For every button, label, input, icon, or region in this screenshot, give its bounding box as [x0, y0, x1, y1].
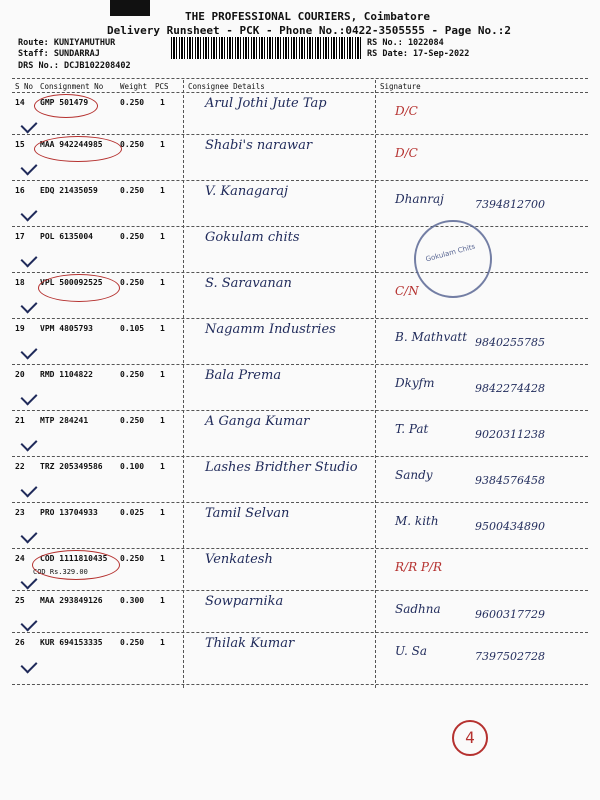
row-signature: U. Sa — [395, 644, 428, 658]
row-signature: M. kith — [395, 514, 439, 528]
row-weight: 0.250 — [120, 278, 145, 287]
check-mark — [21, 481, 38, 498]
row-consignment: GMP 501479 — [40, 98, 89, 107]
row-consignee: Gokulam chits — [205, 230, 300, 245]
column-divider — [375, 80, 376, 688]
row-weight: 0.250 — [120, 98, 145, 107]
row-weight: 0.250 — [120, 370, 145, 379]
row-sno: 22 — [15, 462, 25, 471]
check-mark — [21, 297, 38, 314]
check-mark — [21, 527, 38, 544]
row-consignee: Tamil Selvan — [205, 506, 290, 521]
row-pcs: 1 — [160, 638, 165, 647]
staff-label: Staff: SUNDARRAJ — [18, 49, 100, 59]
row-signature: D/C — [395, 146, 418, 160]
row-consignee: V. Kanagaraj — [205, 184, 289, 199]
row-consignee: Arul Jothi Jute Tap — [205, 96, 327, 111]
row-sno: 14 — [15, 98, 25, 107]
check-mark — [21, 615, 38, 632]
row-consignment: VPM 4805793 — [40, 324, 93, 333]
red-circle-mark — [32, 550, 120, 580]
col-header-consignment: Consignment No — [40, 82, 104, 91]
row-signature: Dhanraj — [395, 192, 444, 206]
row-divider — [12, 548, 588, 549]
corner-mark — [110, 0, 150, 16]
check-mark — [21, 657, 38, 674]
row-consignee: Shabi's narawar — [205, 138, 313, 153]
row-sno: 21 — [15, 416, 25, 425]
row-phone: 9600317729 — [475, 608, 545, 621]
row-divider — [12, 272, 588, 273]
row-consignee: Lashes Bridther Studio — [205, 460, 358, 475]
row-pcs: 1 — [160, 596, 165, 605]
page-mark: 4 — [452, 720, 488, 756]
company-title: THE PROFESSIONAL COURIERS, Coimbatore — [185, 10, 431, 23]
row-consignment: COD 1111810435 — [40, 554, 108, 563]
row-consignment: VPL 500092525 — [40, 278, 103, 287]
row-sno: 20 — [15, 370, 25, 379]
row-signature: C/N — [395, 284, 419, 298]
row-pcs: 1 — [160, 508, 165, 517]
row-pcs: 1 — [160, 278, 165, 287]
row-sno: 19 — [15, 324, 25, 333]
rs-number: RS No.: 1022084 — [367, 38, 444, 48]
row-consignee: Thilak Kumar — [205, 636, 295, 651]
row-consignment: POL 6135004 — [40, 232, 93, 241]
row-divider — [12, 590, 588, 591]
row-weight: 0.250 — [120, 232, 145, 241]
row-phone: 7397502728 — [475, 650, 545, 663]
row-pcs: 1 — [160, 416, 165, 425]
row-cod-note: COD Rs.329.00 — [33, 568, 88, 576]
row-divider — [12, 226, 588, 227]
row-sno: 26 — [15, 638, 25, 647]
row-consignment: PRO 13704933 — [40, 508, 98, 517]
check-mark — [21, 435, 38, 452]
row-pcs: 1 — [160, 554, 165, 563]
row-weight: 0.100 — [120, 462, 145, 471]
red-circle-mark — [38, 274, 120, 302]
row-pcs: 1 — [160, 370, 165, 379]
row-sno: 23 — [15, 508, 25, 517]
row-sno: 25 — [15, 596, 25, 605]
row-pcs: 1 — [160, 462, 165, 471]
row-consignment: KUR 694153335 — [40, 638, 103, 647]
check-mark — [21, 205, 38, 222]
row-divider — [12, 364, 588, 365]
row-consignee: Sowparnika — [205, 594, 284, 609]
row-weight: 0.105 — [120, 324, 145, 333]
col-header-weight: Weight — [120, 82, 148, 91]
red-circle-mark — [34, 136, 122, 162]
divider — [12, 92, 588, 93]
row-divider — [12, 134, 588, 135]
row-divider — [12, 180, 588, 181]
row-pcs: 1 — [160, 98, 165, 107]
row-phone: 9020311238 — [475, 428, 545, 441]
row-consignment: MAA 942244985 — [40, 140, 103, 149]
row-divider — [12, 632, 588, 633]
divider — [12, 78, 588, 79]
row-weight: 0.250 — [120, 554, 145, 563]
check-mark — [21, 117, 38, 134]
row-pcs: 1 — [160, 186, 165, 195]
check-mark — [21, 159, 38, 176]
row-signature: R/R P/R — [395, 560, 443, 574]
route-label: Route: KUNIYAMUTHUR — [18, 38, 116, 48]
stamp-text: Gokulam Chits — [424, 242, 477, 264]
col-header-sno: S No — [15, 82, 34, 91]
row-phone: 9384576458 — [475, 474, 545, 487]
rs-date: RS Date: 17-Sep-2022 — [367, 49, 470, 59]
row-consignment: RMD 1104822 — [40, 370, 93, 379]
row-consignment: MAA 293849126 — [40, 596, 103, 605]
row-weight: 0.250 — [120, 416, 145, 425]
row-weight: 0.300 — [120, 596, 145, 605]
row-signature: Sadhna — [395, 602, 441, 616]
drs-number: DRS No.: DCJB102208402 — [18, 61, 131, 71]
row-sno: 17 — [15, 232, 25, 241]
row-consignee: A Ganga Kumar — [205, 414, 310, 429]
row-sno: 18 — [15, 278, 25, 287]
row-divider — [12, 502, 588, 503]
row-phone: 9842274428 — [475, 382, 545, 395]
col-header-signature: Signature — [380, 82, 421, 91]
row-phone: 9840255785 — [475, 336, 545, 349]
row-signature: B. Mathvatt — [395, 330, 468, 344]
row-consignee: Bala Prema — [205, 368, 282, 383]
red-circle-mark — [34, 94, 98, 118]
row-signature: Dkyfm — [395, 376, 435, 390]
row-consignment: EDQ 21435059 — [40, 186, 98, 195]
row-pcs: 1 — [160, 324, 165, 333]
row-weight: 0.250 — [120, 186, 145, 195]
row-consignment: TRZ 205349586 — [40, 462, 103, 471]
runsheet-subtitle: Delivery Runsheet - PCK - Phone No.:0422-3505555 - Page No.:2 — [107, 24, 511, 37]
column-divider — [183, 80, 184, 688]
row-weight: 0.250 — [120, 140, 145, 149]
row-phone: 7394812700 — [475, 198, 545, 211]
row-consignee: S. Saravanan — [205, 276, 292, 291]
check-mark — [21, 343, 38, 360]
row-signature: D/C — [395, 104, 418, 118]
barcode — [171, 37, 361, 59]
row-weight: 0.025 — [120, 508, 145, 517]
row-signature: Sandy — [395, 468, 433, 482]
row-pcs: 1 — [160, 140, 165, 149]
row-sno: 15 — [15, 140, 25, 149]
row-divider — [12, 410, 588, 411]
row-signature: T. Pat — [395, 422, 429, 436]
check-mark — [21, 389, 38, 406]
row-consignment: MTP 284241 — [40, 416, 89, 425]
col-header-consignee: Consignee Details — [188, 82, 265, 91]
row-divider — [12, 456, 588, 457]
divider — [12, 684, 588, 685]
row-sno: 24 — [15, 554, 25, 563]
row-consignee: Venkatesh — [205, 552, 273, 567]
row-pcs: 1 — [160, 232, 165, 241]
row-divider — [12, 318, 588, 319]
check-mark — [21, 251, 38, 268]
row-weight: 0.250 — [120, 638, 145, 647]
row-sno: 16 — [15, 186, 25, 195]
col-header-pcs: PCS — [155, 82, 169, 91]
row-consignee: Nagamm Industries — [205, 322, 336, 337]
row-phone: 9500434890 — [475, 520, 545, 533]
